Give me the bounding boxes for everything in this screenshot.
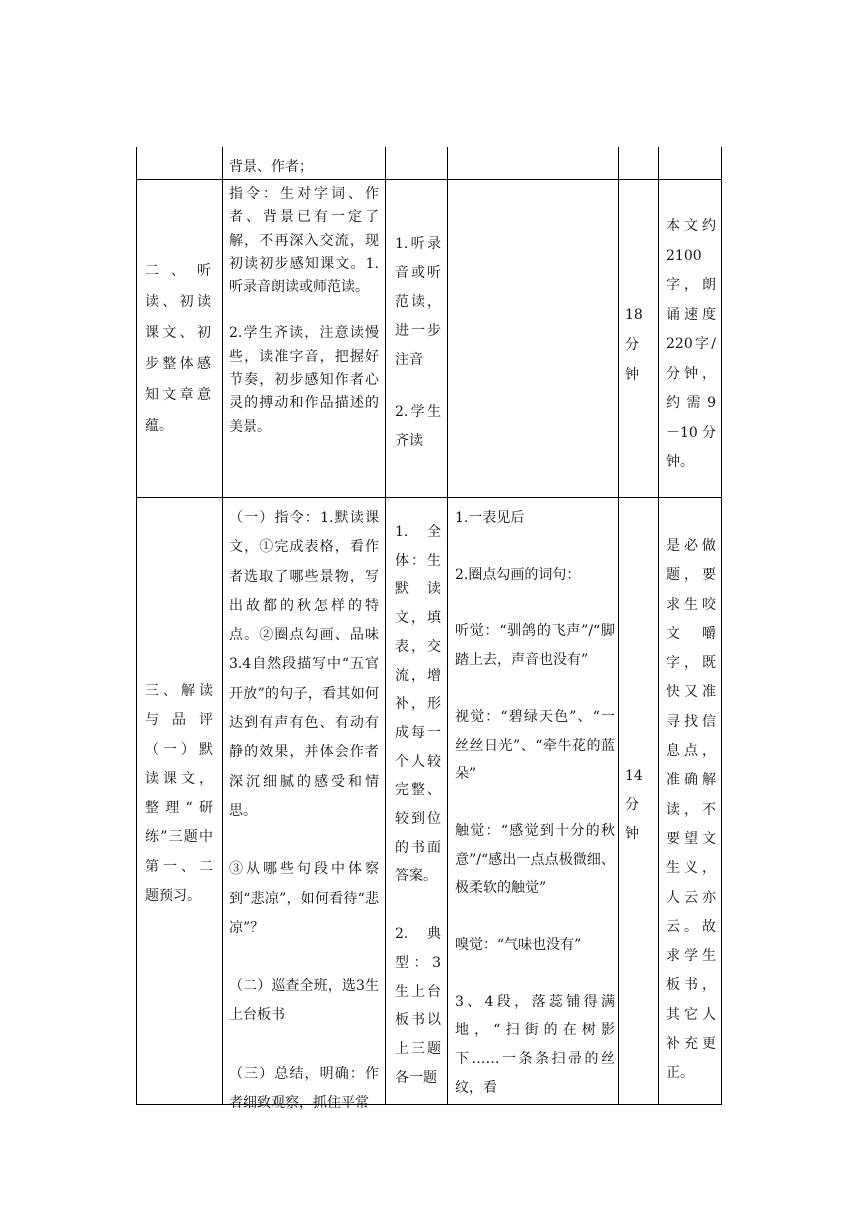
time-text: 14分钟: [625, 768, 643, 842]
activity-line: 背景、作者；: [229, 159, 313, 175]
table-border-right: [721, 147, 722, 1105]
row1-note-cell: [666, 212, 716, 478]
activity-line: ③从哪些句段中体察到“悲凉”，如何看待“悲凉”？: [229, 861, 379, 936]
row-divider: [136, 497, 722, 498]
column-divider: [658, 147, 659, 1105]
step-text: 三、解读与品评（一）默读课文，整理“研练”三题中第一、二题预习。: [145, 683, 213, 905]
student-line: 1.听录音或听范读，进一步注音: [395, 236, 441, 368]
outcome-line: 2.圈点勾画的词句：: [455, 566, 581, 583]
row1-activity-cell: [229, 183, 379, 439]
outcome-gap: [455, 589, 615, 617]
student-gap: [395, 375, 441, 398]
row-divider: [136, 179, 722, 180]
row2-step-cell: [145, 677, 213, 911]
outcome-line: 1.一表见后: [455, 510, 525, 526]
table-border-bottom: [136, 1104, 722, 1105]
outcome-line: 嗅觉：“气味也没有”: [455, 937, 582, 954]
outcome-line: 视觉：“碧绿天色”、“一丝丝日光”、“牵牛花的蓝朵”: [455, 708, 615, 783]
row1-time-cell: [625, 300, 645, 390]
activity-gap: [229, 826, 379, 855]
row2-time-cell: [625, 762, 645, 849]
activity-line: 指令：生对字词、作者、背景已有一定了解，不再深入交流，现初读初步感知课文。1.听录音朗读或师范读。: [229, 186, 379, 296]
row2-note-cell: [666, 532, 716, 1089]
activity-gap: [229, 943, 379, 972]
column-divider: [385, 147, 386, 1105]
activity-line: 2.学生齐读，注意读慢些，读准字音，把握好节奏，初步感知作者心灵的搏动和作品描述的美景。: [229, 325, 379, 435]
student-gap: [395, 891, 441, 920]
column-divider: [618, 147, 619, 1105]
outcome-gap: [455, 960, 615, 988]
time-text: 18分钟: [625, 307, 643, 383]
activity-line: （二）巡查全班，选3生上台板书: [229, 978, 379, 1024]
outcome-gap: [455, 675, 615, 703]
activity-line: （一）指令：1.默读课文，①完成表格，看作者选取了哪些景物，写出故都的秋怎样的特点。②圈点勾画、品味3.4自然段描写中“五官开放”的句子，看其如何达到有声有色、有动有静的效果，并体会作者深沉细腻的感受和情思。: [229, 510, 379, 819]
step-text: 二、听读、初读课文、初步整体感知文章意蕴。: [145, 263, 211, 434]
activity-gap: [229, 299, 379, 322]
student-line: 2.学生齐读: [395, 404, 441, 449]
outcome-gap: [455, 903, 615, 931]
note-text: 本文约2100字，朗诵速度220字/分钟，约需9－10分钟。: [666, 218, 716, 470]
row2-activity-cell: [229, 504, 379, 1118]
student-line: 1.全体：生默读文，填表，交流，增补，形成每一个人较完整、较到位的书面答案。: [395, 524, 441, 885]
outcome-line: 听觉：“驯鸽的飞声”/“脚踏上去，声音也没有”: [455, 623, 615, 669]
table-border-left: [136, 147, 137, 1105]
outcome-gap: [455, 533, 615, 561]
activity-line: （三）总结，明确：作者细致观察，抓住平常: [229, 1065, 379, 1112]
row1-step-cell: [145, 256, 211, 442]
outcome-line: 3、4段，落蕊铺得满地，“扫街的在树影下……一条条扫帚的丝纹，看: [455, 993, 615, 1096]
activity-gap: [229, 1031, 379, 1060]
row2-outcome-cell: [455, 504, 615, 1103]
row1-student-cell: [395, 230, 441, 456]
row0-activity-cell: [229, 156, 379, 179]
outcome-line: 触觉：“感觉到十分的秋意”/“感出一点点极微细、极柔软的触觉”: [455, 822, 615, 897]
row2-student-cell: [395, 518, 441, 1092]
column-divider: [447, 147, 448, 1105]
note-text: 是必做题，要求生咬文嚼字，既快又准寻找信息点，准确解读，不要望文生义，人云亦云。故求学生板书，其它人补充更正。: [666, 538, 716, 1082]
student-line: 2.典型：3生上台板书以上三题各一题: [395, 926, 441, 1086]
column-divider: [222, 147, 223, 1105]
outcome-gap: [455, 789, 615, 817]
